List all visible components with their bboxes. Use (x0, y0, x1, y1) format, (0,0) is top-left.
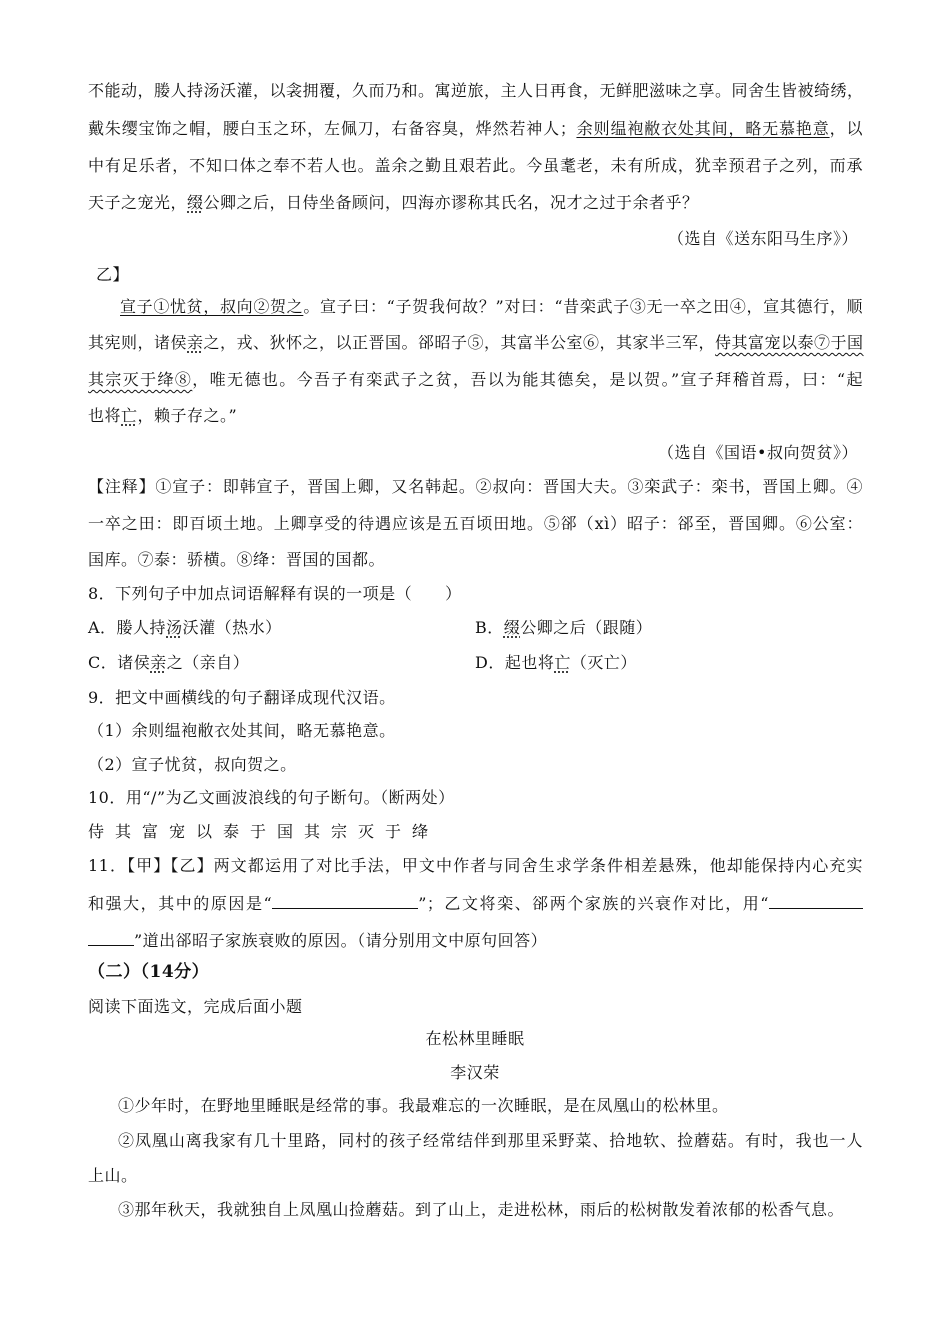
underlined-sentence-b: 宣子①忧贫，叔向②贺之 (120, 297, 304, 316)
dotted-word: 亲 (187, 333, 204, 352)
passage-b-line-4 (88, 406, 237, 426)
passage-b-label: 乙】 (96, 265, 130, 284)
passage-a-text: 天子之宠光， (88, 193, 188, 212)
paragraph-3: ③那年秋天，我就独自上凤凰山捡蘑菇。到了山上，走进松林，雨后的松树散发着浓郁的松香气息。 (118, 1200, 845, 1219)
q11-line-2 (88, 892, 863, 914)
q9-sentence-2: （2）宣子忧贫，叔向贺之。 (88, 755, 297, 774)
q8-option-c (88, 653, 249, 673)
passage-b-line-1 (120, 297, 863, 317)
article-author: 李汉荣 (450, 1063, 500, 1082)
paragraph-1: ①少年时，在野地里睡眠是经常的事。我最难忘的一次睡眠，是在凤凰山的松林里。 (118, 1096, 729, 1115)
q8-option-a (88, 618, 282, 638)
dotted-word: 缀 (187, 193, 204, 212)
passage-b-text: ，赖子存之。” (137, 406, 238, 425)
notes-line-3: 国库。⑦泰：骄横。⑧绛：晋国的国都。 (88, 550, 386, 569)
q10-stem: 10．用“/”为乙文画波浪线的句子断句。（断两处） (88, 788, 455, 807)
article-title: 在松林里睡眠 (425, 1029, 525, 1048)
dotted-word: 汤 (166, 618, 183, 637)
answer-blank-2[interactable] (769, 892, 863, 909)
q9-stem: 9．把文中画横线的句子翻译成现代汉语。 (88, 688, 396, 707)
passage-a-line-3: 中有足乐者，不知口体之奉不若人也。盖余之勤且艰若此。今虽耄老，未有所成，犹幸预君子之列，而承 (88, 156, 863, 175)
dotted-word: 亡 (554, 653, 571, 672)
q11-line-1: 11．【甲】【乙】两文都运用了对比手法，甲文中作者与同舍生求学条件相差悬殊，他却能保持内心充实 (88, 856, 863, 875)
section-2-instruction: 阅读下面选文，完成后面小题 (88, 997, 303, 1016)
q11-line-3 (88, 929, 547, 951)
q11-text: 和强大，其中的原因是“ (88, 894, 273, 913)
passage-b-text: 之，戎、狄怀之，以正晋国。郤昭子⑤，其富半公室⑥，其家半三军， (203, 333, 716, 352)
q8-option-b (475, 618, 652, 638)
option-text: D．起也将 (475, 653, 555, 672)
underlined-sentence-a: 余则缊袍敝衣处其间，略无慕艳意 (576, 119, 830, 138)
passage-a-text: ，以 (829, 119, 863, 138)
q8-stem: 8．下列句子中加点词语解释有误的一项是（ ） (88, 584, 462, 603)
q9-sentence-1: （1）余则缊袍敝衣处其间，略无慕艳意。 (88, 721, 396, 740)
wavy-sentence: 其宗灭于绛⑧ (88, 370, 193, 389)
q11-text: ”；乙文将栾、郤两个家族的兴衰作对比，用“ (418, 894, 769, 913)
passage-a-line-2 (88, 119, 863, 139)
wavy-sentence: 侍其富宠以泰⑦于国 (715, 333, 864, 352)
option-text: 之（亲自） (166, 653, 250, 672)
paragraph-2-line-2: 上山。 (88, 1166, 138, 1185)
passage-a-text: 戴朱缨宝饰之帽，腰白玉之环，左佩刀，右备容臭，烨然若神人； (88, 119, 577, 138)
passage-a-line-4 (88, 193, 699, 213)
passage-b-text: 也将 (88, 406, 122, 425)
passage-b-line-2 (88, 333, 863, 353)
passage-a-line-1: 不能动，媵人持汤沃灌，以衾拥覆，久而乃和。寓逆旅，主人日再食，无鲜肥滋味之享。同舍生皆被绮绣， (88, 81, 864, 100)
q10-sentence: 侍其富宠以泰于国其宗灭于绛 (88, 822, 440, 841)
option-text: B． (475, 618, 504, 637)
option-text: C．诸侯 (88, 653, 151, 672)
dotted-word: 亡 (121, 406, 138, 425)
passage-b-text: 。宣子曰：“子贺我何故？”对曰：“昔栾武子③无一卒之田④，宣其德行，顺 (303, 297, 863, 316)
answer-blank-1[interactable] (272, 892, 418, 909)
notes-line-1: 【注释】①宣子：即韩宣子，晋国上卿，又名韩起。②叔向：晋国大夫。③栾武子：栾书，晋国上卿。④ (88, 477, 863, 496)
option-text: 公卿之后（跟随） (520, 618, 653, 637)
answer-blank-2-cont[interactable] (88, 929, 134, 946)
passage-a-source: （选自《送东阳马生序》） (667, 229, 858, 248)
passage-b-text: 其宪则，诸侯 (88, 333, 188, 352)
option-text: A．媵人持 (88, 618, 167, 637)
passage-b-text: ，唯无德也。今吾子有栾武子之贫，吾以为能其德矣，是以贺。”宣子拜稽首焉，曰：“起 (192, 370, 863, 389)
passage-b-source: （选自《国语•叔向贺贫》） (658, 443, 858, 462)
dotted-word: 缀 (503, 618, 521, 637)
section-2-heading: （二）（14分） (88, 962, 210, 982)
notes-line-2: 一卒之田：即百顷土地。上卿享受的待遇应该是五百顷田地。⑤郤（xì）昭子：郤至，晋国卿。⑥公室： (88, 514, 863, 533)
option-text: （灭亡） (570, 653, 637, 672)
q8-option-d (475, 653, 637, 673)
q11-text: ”道出郤昭子家族衰败的原因。（请分别用文中原句回答） (134, 931, 548, 950)
passage-a-text: 公卿之后，日侍坐备顾问，四海亦谬称其氏名，况才之过于余者乎？ (203, 193, 699, 212)
passage-b-line-3 (88, 370, 863, 390)
dotted-word: 亲 (150, 653, 167, 672)
paragraph-2-line-1: ②凤凰山离我家有几十里路，同村的孩子经常结伴到那里采野菜、拾地软、捡蘑菇。有时，我也一人 (118, 1131, 863, 1150)
option-text: 沃灌（热水） (182, 618, 282, 637)
